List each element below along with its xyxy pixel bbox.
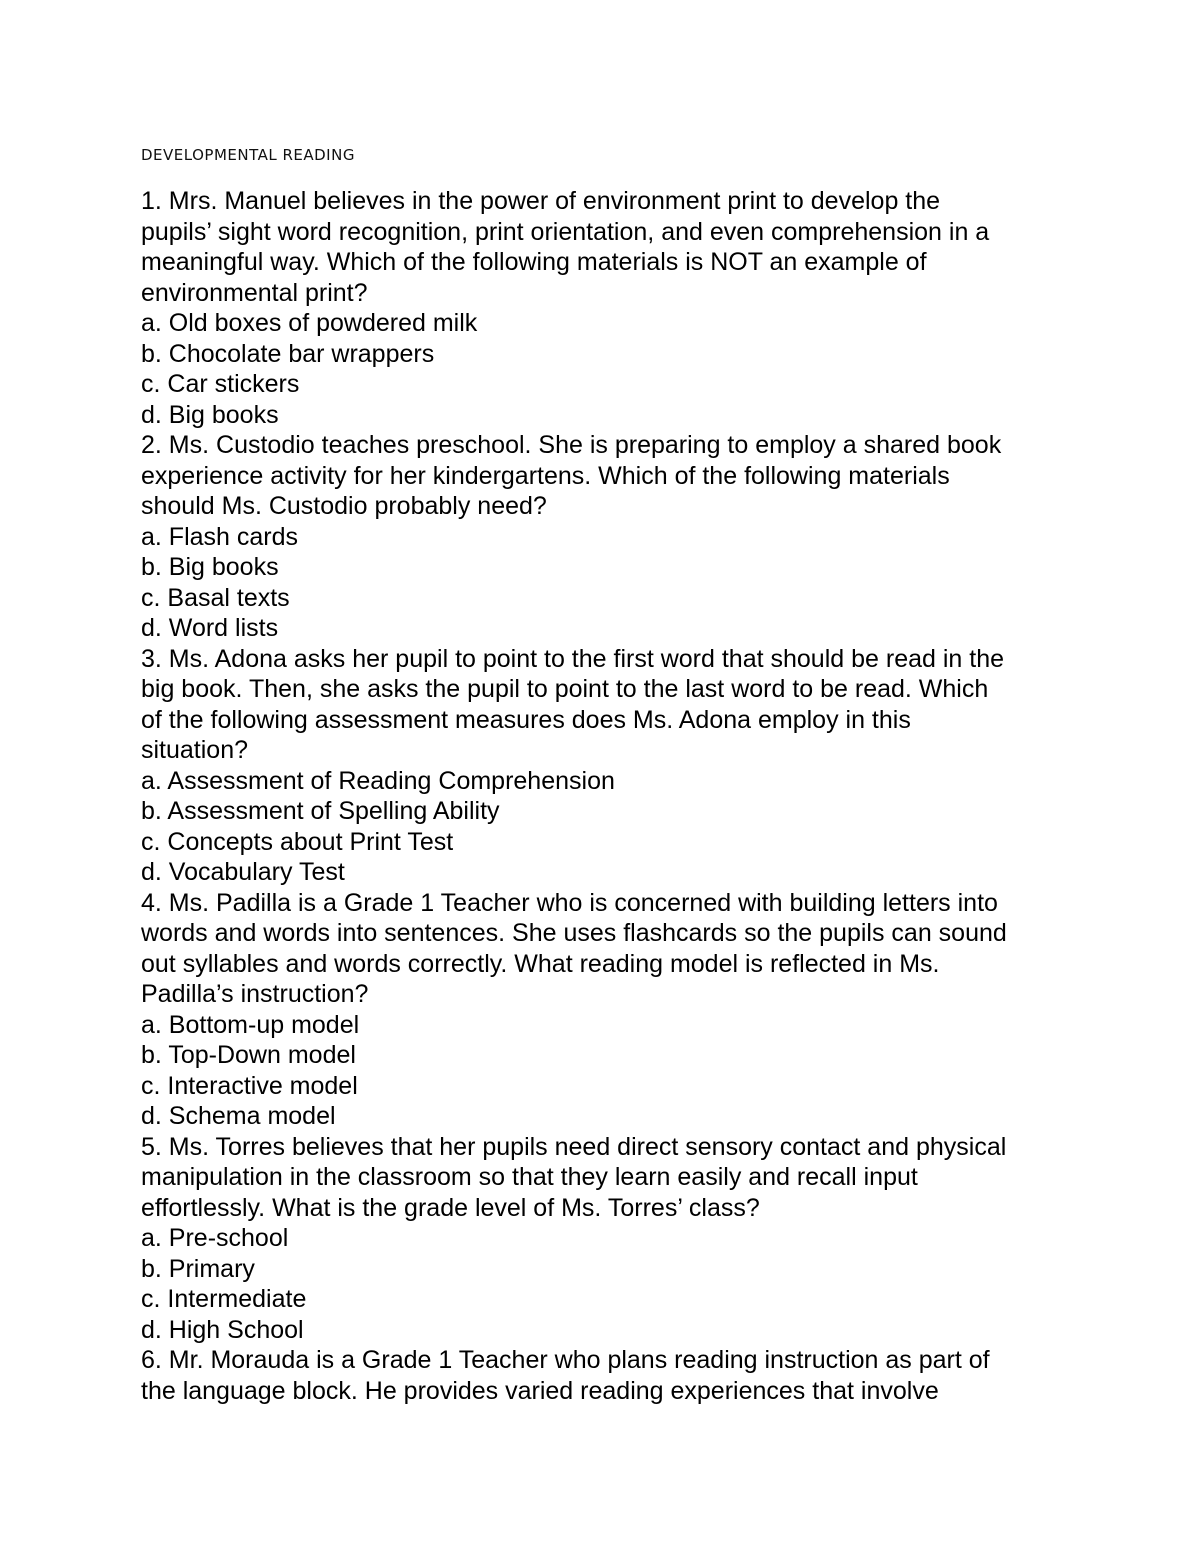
text-line: b. Top-Down model [141,1041,356,1069]
text-line: a. Assessment of Reading Comprehension [141,766,615,795]
text-line: 1. Mrs. Manuel believes in the power of environment print to develop the [141,187,941,215]
text-line: environmental print? [141,278,368,307]
text-line: 6. Mr. Morauda is a Grade 1 Teacher who plans reading instruction as part of [141,1346,990,1374]
text-line: should Ms. Custodio probably need? [141,492,547,520]
text-line: manipulation in the classroom so that they learn easily and recall input [141,1163,918,1191]
text-line: 5. Ms. Torres believes that her pupils need direct sensory contact and physical [141,1132,1007,1161]
text-line: c. Intermediate [141,1285,307,1313]
text-line: c. Basal texts [141,583,290,612]
text-line: c. Interactive model [141,1071,358,1100]
text-line: c. Concepts about Print Test [141,827,454,856]
text-line: 2. Ms. Custodio teaches preschool. She is preparing to employ a shared book [141,431,1002,459]
text-line: experience activity for her kindergartens. Which of the following materials [141,461,950,490]
document-title: DEVELOPMENTAL READING [141,146,355,164]
text-line: Padilla’s instruction? [141,980,369,1008]
text-line: big book. Then, she asks the pupil to point to the last word to be read. Which [141,675,989,703]
text-line: b. Big books [141,553,279,581]
document-body [141,186,1081,1406]
text-line: effortlessly. What is the grade level of Ms. Torres’ class? [141,1193,760,1222]
text-line: b. Primary [141,1254,255,1283]
text-line: the language block. He provides varied reading experiences that involve [141,1376,939,1405]
text-line: a. Pre-school [141,1224,289,1252]
text-line: out syllables and words correctly. What reading model is reflected in Ms. [141,949,940,978]
text-line: 3. Ms. Adona asks her pupil to point to the first word that should be read in the [141,644,1005,673]
text-line: d. Big books [141,400,279,429]
text-line: meaningful way. Which of the following materials is NOT an example of [141,248,927,276]
text-line: d. Schema model [141,1102,336,1130]
text-line: a. Old boxes of powdered milk [141,309,478,337]
text-line: d. Word lists [141,614,279,642]
text-line: of the following assessment measures does Ms. Adona employ in this [141,705,911,734]
text-line: pupils’ sight word recognition, print orientation, and even comprehension in a [141,217,990,246]
text-line: 4. Ms. Padilla is a Grade 1 Teacher who is concerned with building letters into [141,888,998,917]
text-line: words and words into sentences. She uses flashcards so the pupils can sound [141,919,1007,947]
text-line: d. Vocabulary Test [141,858,345,886]
text-line: c. Car stickers [141,370,300,398]
text-line: situation? [141,736,249,764]
text-line: b. Assessment of Spelling Ability [141,797,500,825]
text-line: a. Bottom-up model [141,1010,360,1039]
text-line: d. High School [141,1315,304,1344]
text-line: b. Chocolate bar wrappers [141,339,435,368]
text-line: a. Flash cards [141,522,299,551]
